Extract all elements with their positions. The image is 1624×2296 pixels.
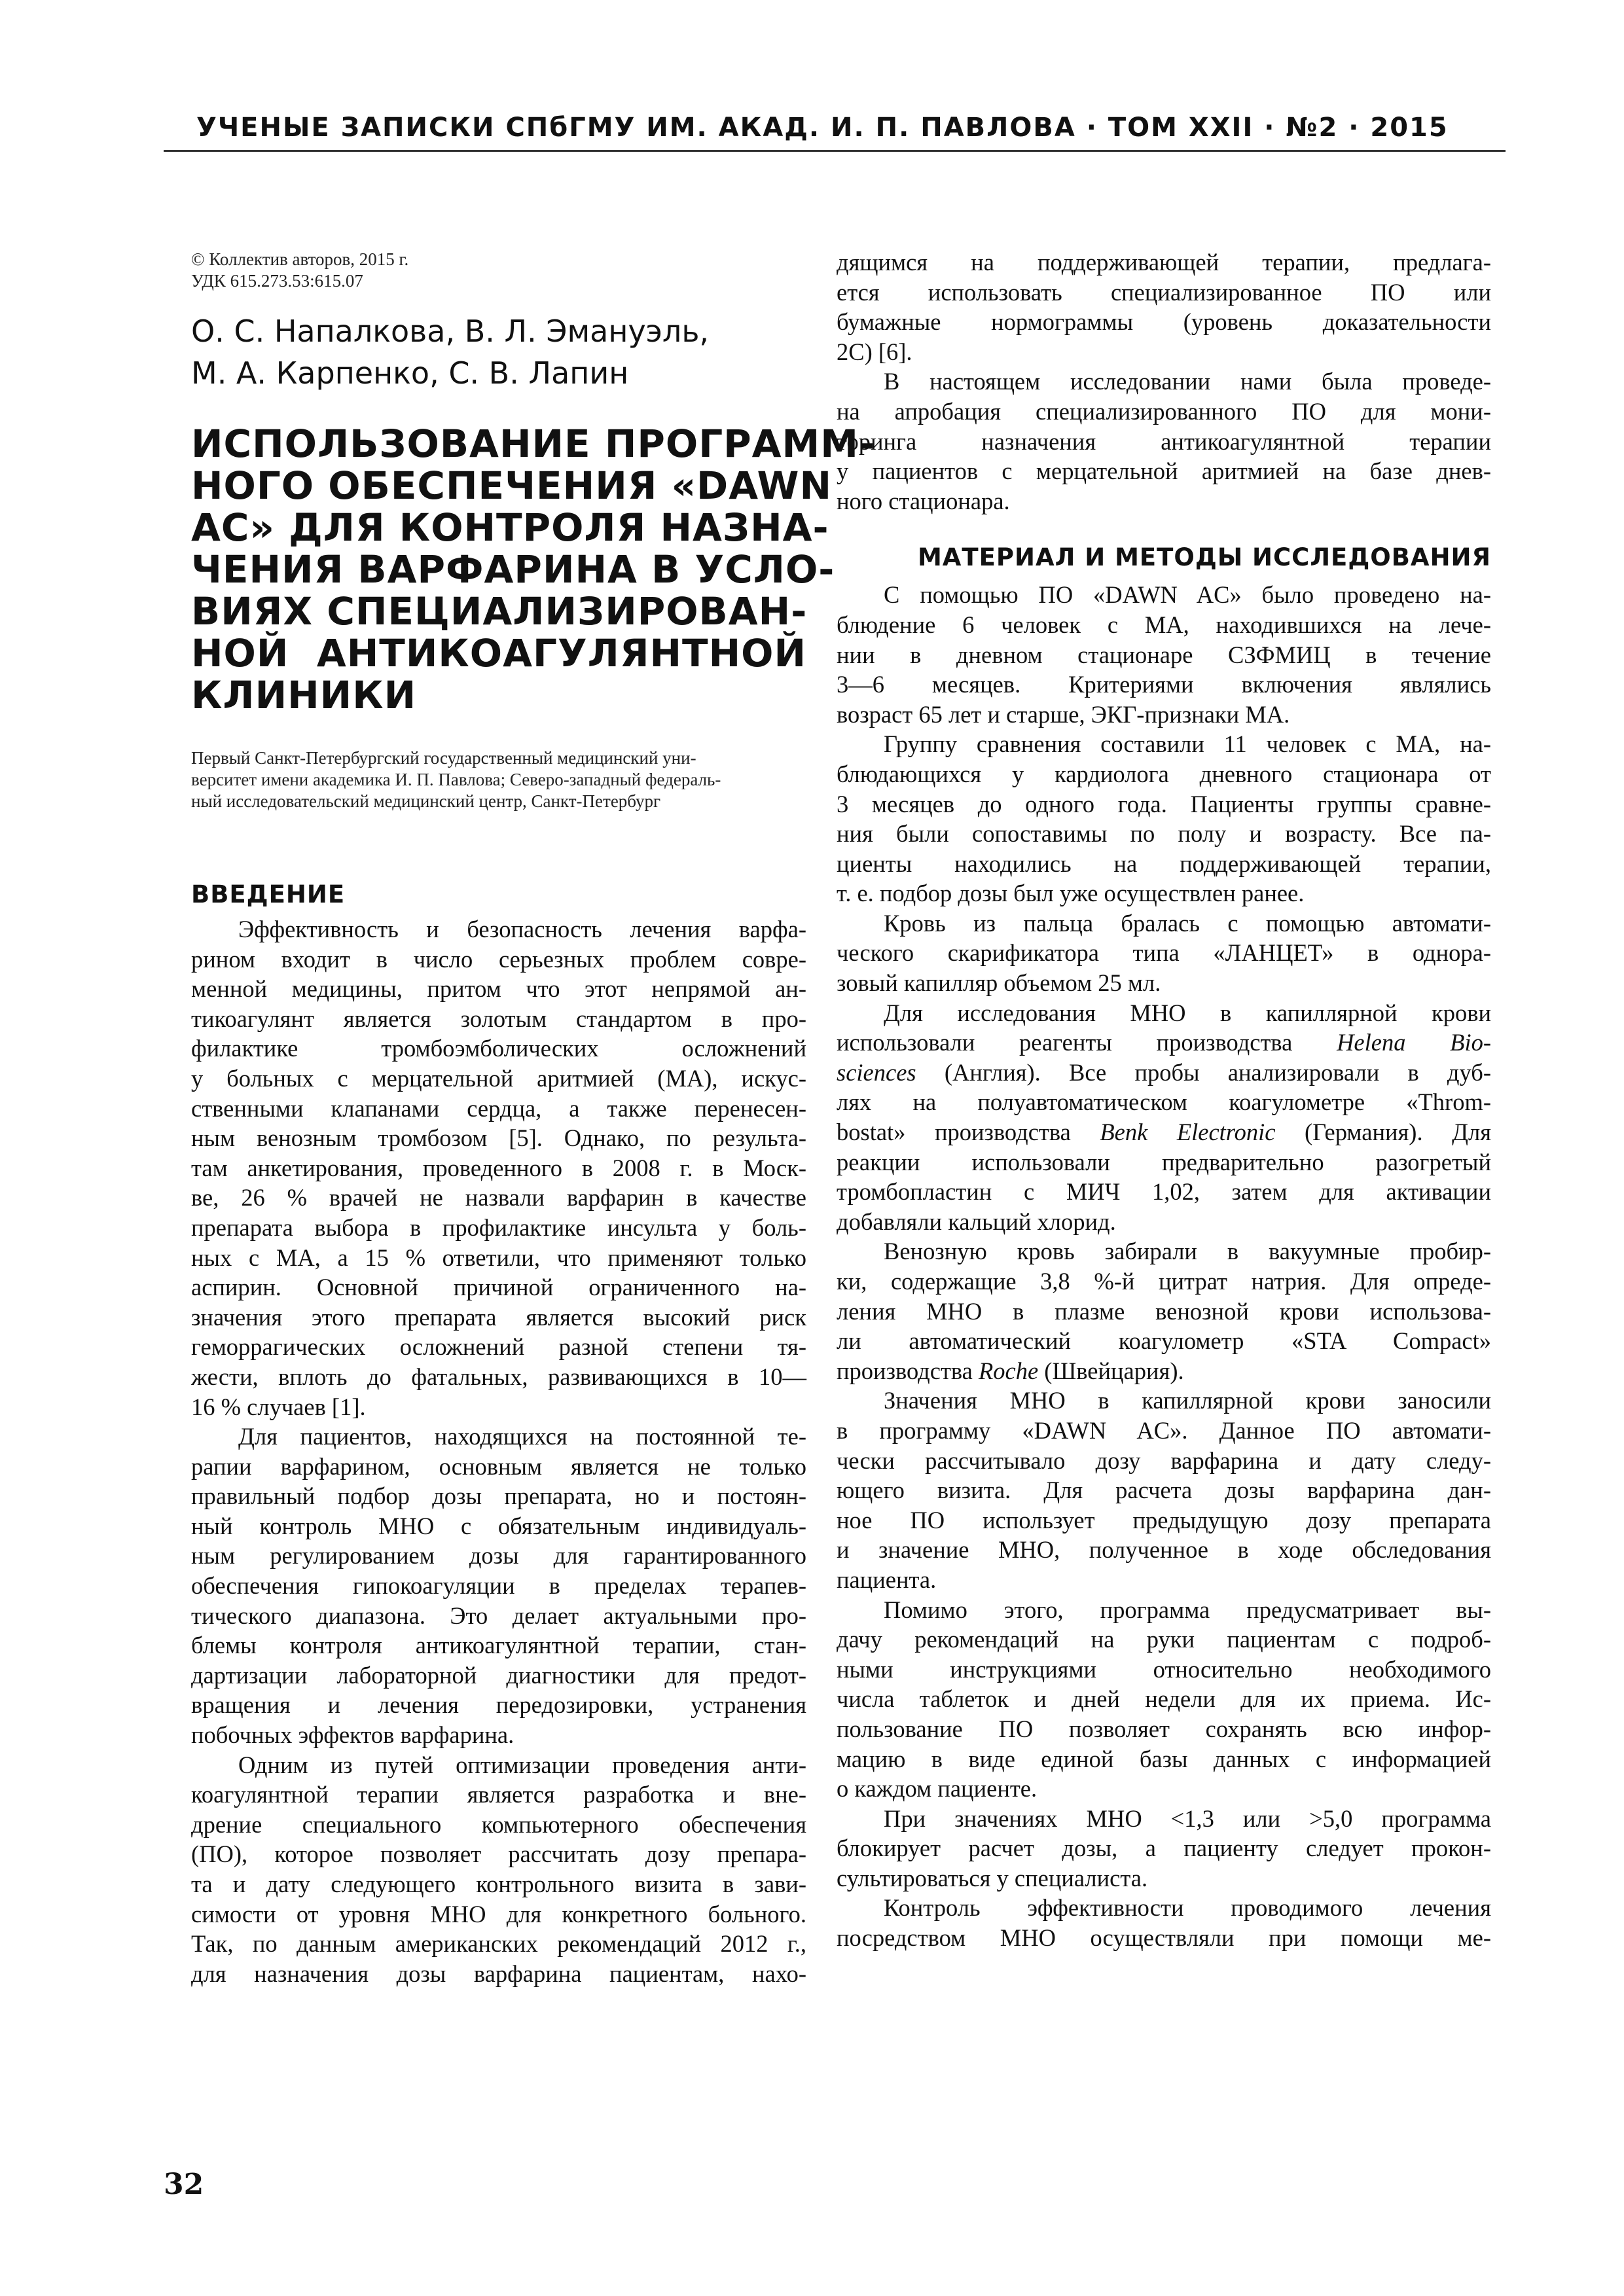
text-line: 2C) [6]. [837, 338, 912, 365]
author-line: О. С. Напалкова, В. Л. Эмануэль, [191, 314, 710, 349]
text-line: тикоагулянт является золотым стандартом в про- [191, 1005, 806, 1032]
text-line: значения этого препарата является высокий риск [191, 1303, 806, 1331]
text-line: жести, вплоть до фатальных, развивающихся в 10— [191, 1363, 806, 1390]
text-line: блюдающихся у кардиолога дневного стационара от [837, 760, 1491, 787]
text-line: пользование ПО позволяет сохранять всю инфор- [837, 1715, 1491, 1742]
page-number: 32 [164, 2168, 204, 2201]
text-line: Группу сравнения составили 11 человек с МА, на- [884, 730, 1491, 758]
text-line: 16 % случаев [1]. [191, 1393, 366, 1420]
italic-term: Roche [978, 1357, 1039, 1384]
text-line: Значения МНО в капиллярной крови заносили [884, 1387, 1491, 1414]
right-column [837, 247, 1491, 1953]
text-line: та и дату следующего контрольного визита в зави- [191, 1871, 806, 1897]
text-line: ных с МА, а 15 % ответили, что применяют только [191, 1244, 806, 1271]
text-line: блюдение 6 человек с МА, находившихся на лече- [837, 611, 1491, 638]
text-line: дачу рекомендаций на руки пациентам с подроб- [837, 1626, 1491, 1653]
text-line: т. е. подбор дозы был уже осуществлен ранее. [837, 880, 1305, 907]
section-heading-methods: МАТЕРИАЛ И МЕТОДЫ ИССЛЕДОВАНИЯ [917, 543, 1491, 572]
text-line: геморрагических осложнений разной степени тя- [191, 1333, 806, 1361]
text-line: правильный подбор дозы препарата, но и постоян- [191, 1482, 806, 1510]
article-meta [191, 249, 806, 292]
text-line: вращения и лечения передозировки, устранения [191, 1691, 806, 1719]
title-line: ВИЯХ СПЕЦИАЛИЗИРОВАН- [191, 589, 808, 634]
header-divider [164, 150, 1506, 152]
text-line: Эффективность и безопасность лечения варфа- [238, 916, 806, 942]
text-line: ное ПО использует предыдущую дозу препарата [837, 1506, 1491, 1534]
text-line: препарата выбора в профилактике инсульта у боль- [191, 1213, 806, 1241]
text-line: симости от уровня МНО для конкретного больного. [191, 1900, 806, 1928]
text-line: числа таблеток и дней недели для их приема. Ис- [837, 1685, 1491, 1713]
text-line: в программу «DAWN AC». Данное ПО автомати- [837, 1416, 1491, 1444]
text-line: рином входит в число серьезных проблем совре- [191, 945, 806, 973]
text-line: bostat» производства Benk Electronic (Германия). Для [837, 1119, 1492, 1146]
text-line: чески рассчитывало дозу варфарина и дату следу- [837, 1446, 1491, 1474]
text-line: торинга назначения антикоагулянтной терапии [837, 427, 1491, 455]
text-line: ный контроль МНО с обязательным индивидуаль- [191, 1512, 806, 1539]
text-line: Для пациентов, находящихся на постоянной те- [238, 1423, 806, 1450]
text-line: ки, содержащие 3,8 %-й цитрат натрия. Для опреде- [837, 1268, 1491, 1295]
text-line: При значениях МНО <1,3 или >5,0 программа [884, 1804, 1491, 1832]
text-line: дрение специального компьютерного обеспечения [191, 1810, 806, 1838]
text-line: пациента. [837, 1566, 937, 1593]
text-line: использовали реагенты производства Helena Bio- [837, 1029, 1491, 1056]
text-line: зовый капилляр объемом 25 мл. [837, 969, 1161, 997]
author-line: М. А. Карпенко, С. В. Лапин [191, 355, 629, 391]
title-line: AC» ДЛЯ КОНТРОЛЯ НАЗНА- [191, 505, 829, 550]
text-line: возраст 65 лет и старше, ЭКГ-признаки МА. [837, 700, 1290, 728]
text-line: Так, по данным американских рекомендаций 2012 г., [191, 1930, 806, 1958]
text-line: ния были сопоставимы по полу и возрасту. Все па- [837, 820, 1491, 848]
text-line: Одним из путей оптимизации проведения анти- [238, 1751, 806, 1778]
affiliation-line: Первый Санкт-Петербургский государственный медицинский уни- [191, 748, 696, 768]
text-line: ным венозным тромбозом [5]. Однако, по результа- [191, 1124, 806, 1152]
text-line: ным регулированием дозы для гарантированного [191, 1542, 806, 1570]
text-line: sciences (Англия). Все пробы анализировали в дуб- [837, 1058, 1491, 1086]
text-line: филактике тромбоэмболических осложнений [191, 1035, 806, 1062]
text-line: дящимся на поддерживающей терапии, предлага- [837, 249, 1491, 276]
text-line: сультироваться у специалиста. [837, 1864, 1148, 1892]
text-line: ческого скарификатора типа «ЛАНЦЕТ» в однора- [837, 939, 1491, 967]
italic-term: sciences [837, 1058, 916, 1086]
text-line: Контроль эффективности проводимого лечения [884, 1894, 1491, 1922]
text-line: добавляли кальций хлорид. [837, 1208, 1116, 1235]
text-line: реакции использовали предварительно разогретый [837, 1148, 1491, 1175]
text-line: нии в дневном стационаре СЗФМИЦ в течение [837, 641, 1491, 668]
affiliation-line: ный исследовательский медицинский центр, Санкт-Петербург [191, 791, 661, 811]
text-line: посредством МНО осуществляли при помощи ме- [837, 1924, 1491, 1952]
text-line: лях на полуавтоматическом коагулометре «Throm- [837, 1088, 1491, 1116]
text-line: (ПО), которое позволяет рассчитать дозу препара- [191, 1840, 806, 1868]
text-line: тического диапазона. Это делает актуальными про- [191, 1602, 806, 1629]
text-line: ве, 26 % врачей не назвали варфарин в качестве [191, 1184, 806, 1211]
title-line: ИСПОЛЬЗОВАНИЕ ПРОГРАММ- [191, 422, 876, 466]
title-line: ЧЕНИЯ ВАРФАРИНА В УСЛО- [191, 547, 835, 592]
affiliation-line: верситет имени академика И. П. Павлова; Северо-западный федераль- [191, 770, 721, 789]
text-line: обеспечения гипокоагуляции в пределах терапев- [191, 1572, 806, 1600]
text-line: Для исследования МНО в капиллярной крови [884, 999, 1491, 1026]
text-line: ется использовать специализированное ПО или [837, 278, 1491, 306]
italic-term: Helena Bio- [1337, 1029, 1491, 1056]
text-line: на апробация специализированного ПО для мони- [837, 397, 1491, 425]
author-list [191, 310, 806, 394]
methods-body [837, 580, 1491, 1952]
affiliation [191, 747, 806, 812]
text-line: рапии варфарином, основным является не только [191, 1452, 806, 1480]
introduction-body [191, 914, 806, 1988]
text-line: С помощью ПО «DAWN AC» было проведено на- [884, 581, 1491, 609]
text-line: В настоящем исследовании нами была проведе- [884, 368, 1491, 395]
text-line: циенты находились на поддерживающей терапии, [837, 850, 1491, 877]
text-line: у больных с мерцательной аритмией (МА), искус- [191, 1064, 806, 1092]
copyright-line: © Коллектив авторов, 2015 г. [191, 249, 409, 269]
italic-term: Benk Electronic [1100, 1119, 1276, 1146]
text-line: ного стационара. [837, 487, 1010, 514]
title-line: НОЙ АНТИКОАГУЛЯНТНОЙ [191, 631, 806, 675]
text-line: 3—6 месяцев. Критериями включения являлись [837, 671, 1491, 698]
text-line: ственными клапанами сердца, а также перенесен- [191, 1094, 806, 1122]
text-line: ющего визита. Для расчета дозы варфарина дан- [837, 1477, 1491, 1504]
title-line: НОГО ОБЕСПЕЧЕНИЯ «DAWN [191, 463, 832, 508]
text-line: производства Roche (Швейцария). [837, 1357, 1184, 1384]
text-line: о каждом пациенте. [837, 1775, 1038, 1803]
text-line: Помимо этого, программа предусматривает вы- [884, 1596, 1491, 1623]
article-title [191, 422, 876, 717]
journal-running-head: УЧЕНЫЕ ЗАПИСКИ СПбГМУ ИМ. АКАД. И. П. ПАВЛОВА · ТОМ XXII · №2 · 2015 [196, 113, 1449, 143]
text-line: тромбопластин с МИЧ 1,02, затем для активации [837, 1178, 1491, 1206]
text-line: бумажные нормограммы (уровень доказательности [837, 308, 1491, 336]
text-line: там анкетирования, проведенного в 2008 г. в Моск- [191, 1154, 806, 1181]
text-line: ли автоматический коагулометр «STA Compact» [837, 1327, 1491, 1355]
text-line: блемы контроля антикоагулянтной терапии, стан- [191, 1632, 806, 1659]
text-line: Кровь из пальца бралась с помощью автомати- [884, 909, 1491, 937]
title-line: КЛИНИКИ [191, 673, 417, 717]
text-line: и значение МНО, полученное в ходе обследования [837, 1536, 1491, 1564]
text-line: ления МНО в плазме венозной крови использова- [837, 1297, 1491, 1325]
text-line: побочных эффектов варфарина. [191, 1721, 514, 1749]
text-line: Венозную кровь забирали в вакуумные пробир- [884, 1238, 1491, 1265]
text-line: дартизации лабораторной диагностики для предот- [191, 1661, 806, 1689]
text-line: мацию в виде единой базы данных с информацией [837, 1745, 1491, 1772]
text-line: 3 месяцев до одного года. Пациенты группы сравне- [837, 790, 1491, 817]
text-line: менной медицины, притом что этот непрямой ан- [191, 975, 806, 1003]
text-line: блокирует расчет дозы, а пациенту следует прокон- [837, 1835, 1491, 1862]
text-line: коагулянтной терапии является разработка и вне- [191, 1781, 806, 1808]
udc-code: УДК 615.273.53:615.07 [191, 271, 363, 291]
text-line: для назначения дозы варфарина пациентам, нахо- [191, 1960, 806, 1987]
text-line: аспирин. Основной причиной ограниченного на- [191, 1274, 806, 1301]
text-line: ными инструкциями относительно необходимого [837, 1655, 1491, 1683]
section-heading-introduction: ВВЕДЕНИЕ [191, 880, 346, 908]
text-line: у пациентов с мерцательной аритмией на базе днев- [837, 457, 1491, 485]
introduction-continued-body [837, 247, 1491, 516]
